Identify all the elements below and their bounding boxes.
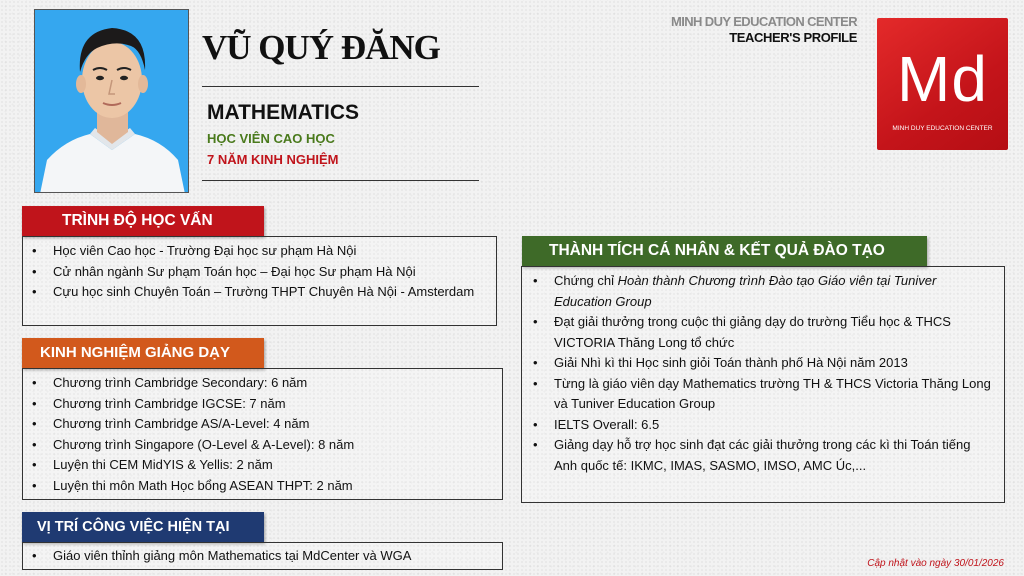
certificate-prefix: Chứng chỉ bbox=[554, 273, 618, 288]
education-box bbox=[22, 236, 497, 326]
list-item: • Giáo viên thỉnh giảng môn Mathematics tại MdCenter và WGA bbox=[23, 546, 502, 567]
current-position-list bbox=[23, 546, 502, 567]
list-item: • Luyện thi môn Math Học bổng ASEAN THPT: 2 năm bbox=[23, 476, 502, 497]
divider-top bbox=[202, 86, 479, 87]
list-item: • Cử nhân ngành Sư phạm Toán học – Đại học Sư phạm Hà Nội bbox=[23, 262, 496, 283]
certificate-title: Hoàn thành Chương trình Đào tạo Giáo viên tại Tuniver Education Group bbox=[554, 273, 937, 309]
achievements-list bbox=[522, 271, 1004, 476]
experience-list bbox=[23, 373, 502, 496]
list-item bbox=[522, 271, 1004, 312]
teacher-subject: MATHEMATICS bbox=[207, 101, 360, 124]
list-item: • Chương trình Cambridge IGCSE: 7 năm bbox=[23, 394, 502, 415]
experience-box bbox=[22, 368, 503, 500]
list-item: • IELTS Overall: 6.5 bbox=[522, 415, 1004, 436]
teacher-photo bbox=[34, 9, 189, 193]
logo-mark: Md bbox=[897, 43, 988, 115]
achievements-header: THÀNH TÍCH CÁ NHÂN & KẾT QUẢ ĐÀO TẠO bbox=[522, 236, 927, 266]
current-position-box bbox=[22, 542, 503, 570]
portrait-icon bbox=[35, 10, 189, 193]
list-item: • Giải Nhì kì thi Học sinh giỏi Toán thành phố Hà Nội năm 2013 bbox=[522, 353, 1004, 374]
list-item: • Học viên Cao học - Trường Đại học sư phạm Hà Nội bbox=[23, 241, 496, 262]
list-item: • Cựu học sinh Chuyên Toán – Trường THPT Chuyên Hà Nội - Amsterdam bbox=[23, 282, 496, 303]
list-item: • Luyện thi CEM MidYIS & Yellis: 2 năm bbox=[23, 455, 502, 476]
center-logo bbox=[877, 18, 1008, 150]
updated-date: Cập nhật vào ngày 30/01/2026 bbox=[867, 558, 1004, 569]
list-item: • Chương trình Singapore (O-Level & A-Level): 8 năm bbox=[23, 435, 502, 456]
list-item: • Đạt giải thưởng trong cuộc thi giảng dạy do trường Tiểu học & THCS VICTORIA Thăng Long tổ chức bbox=[522, 312, 1004, 353]
list-item: • Chương trình Cambridge Secondary: 6 năm bbox=[23, 373, 502, 394]
experience-header: KINH NGHIỆM GIẢNG DẠY bbox=[22, 338, 264, 368]
teacher-name: VŨ QUÝ ĐĂNG bbox=[202, 28, 440, 67]
teacher-experience-years: 7 NĂM KINH NGHIỆM bbox=[207, 152, 339, 167]
profile-title: TEACHER'S PROFILE bbox=[729, 30, 857, 45]
education-list bbox=[23, 241, 496, 303]
teacher-degree: HỌC VIÊN CAO HỌC bbox=[207, 131, 335, 146]
education-header: TRÌNH ĐỘ HỌC VẤN bbox=[22, 206, 264, 236]
current-position-header: VỊ TRÍ CÔNG VIỆC HIỆN TẠI bbox=[22, 512, 264, 542]
divider-bottom bbox=[202, 180, 479, 181]
logo-text: MINH DUY EDUCATION CENTER bbox=[892, 125, 993, 132]
list-item: • Giảng dạy hỗ trợ học sinh đạt các giải thưởng trong các kì thi Toán tiếng Anh quốc tế: IKMC, IMAS, SASMO, IMSO, AMC Úc,... bbox=[522, 435, 1004, 476]
center-name: MINH DUY EDUCATION CENTER bbox=[670, 14, 857, 29]
list-item: • Từng là giáo viên dạy Mathematics trường TH & THCS Victoria Thăng Long và Tuniver Education Group bbox=[522, 374, 1004, 415]
list-item: • Chương trình Cambridge AS/A-Level: 4 năm bbox=[23, 414, 502, 435]
achievements-box bbox=[521, 266, 1005, 503]
